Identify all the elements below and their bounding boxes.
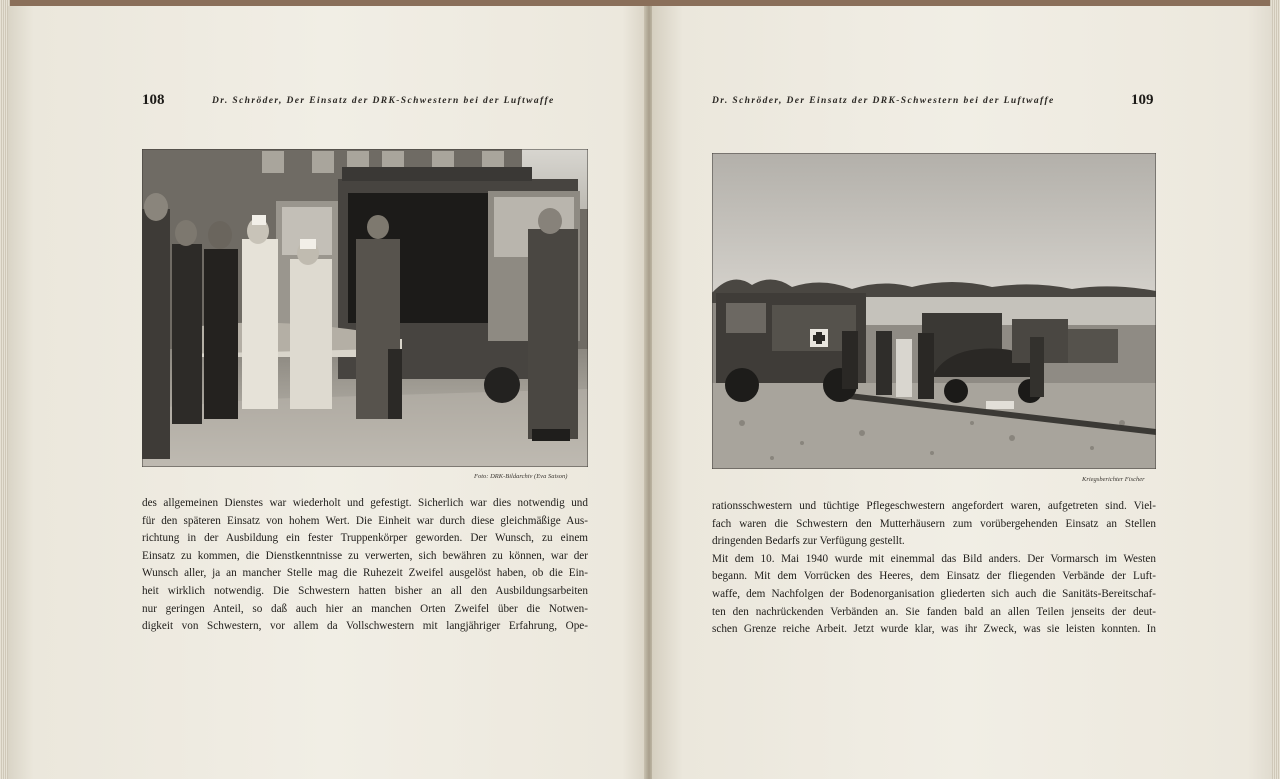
text-line: Mit dem 10. Mai 1940 wurde mit einemmal das Bild anders. Der Vormarsch im Westen	[712, 552, 1156, 565]
text-line: fach waren die Schwestern den Mutterhäusern zum vorübergehenden Einsatz an Stellen	[712, 517, 1156, 530]
text-line: ten den nachrückenden Verbänden an. Sie fanden bald an allen Teilen jenseits der deut-	[712, 605, 1156, 618]
text-line: rationsschwestern und tüchtige Pflegeschwestern angefordert waren, aufgetreten sind. Viel-	[712, 500, 1156, 512]
photo-caption-left: Foto: DRK-Bildarchiv (Eva Saison)	[474, 473, 568, 480]
text-line: Einsatz zu kommen, die Dienstkenntnisse zu verwerten, sich bewähren zu können, war der	[142, 549, 588, 562]
text-line: des allgemeinen Dienstes war wiederholt und gefestigt. Sicherlich war dies notwendig und	[142, 497, 588, 509]
body-text-left	[142, 495, 588, 636]
photo-caption-right: Kriegsberichter Fischer	[1082, 476, 1145, 483]
photo-vehicle-convoy	[712, 153, 1156, 469]
running-head-left: Dr. Schröder, Der Einsatz der DRK-Schwestern bei der Luftwaffe	[212, 96, 555, 106]
page-number-left: 108	[142, 92, 165, 108]
text-line: digkeit von Schwestern, vor allem da Vollschwestern mit langjähriger Erfahrung, Ope-	[142, 620, 588, 633]
text-line: waffe, dem Nachfolgen der Bodenorganisation gliederten sich auch die Sanitäts-Bereitschaf-	[712, 587, 1156, 600]
text-line: dringenden Bedarfs zur Verfügung gestellt.	[712, 535, 905, 548]
text-line: begann. Mit dem Vorrücken des Heeres, dem Einsatz der fliegenden Verbände der Luft-	[712, 570, 1156, 583]
text-line: Wunsch aller, ja an mancher Stelle mag die Ruhezeit Zweifel ausgelöst haben, ob die Ein-	[142, 567, 588, 580]
text-line: nur geringen Anteil, so daß auch hier an manchen Orten Zweifel über die Notwen-	[142, 602, 588, 615]
page-number-right: 109	[1131, 92, 1154, 108]
text-line: schen Grenze reiche Arbeit. Jetzt wurde klar, was ihr Zweck, was sie leisten konnten. In	[712, 623, 1156, 636]
photo-ambulance-stretcher	[142, 149, 588, 467]
text-line: heit wirklich notwendig. Die Schwestern hatten bisher an all den Ausbildungsarbeiten	[142, 584, 588, 597]
text-line: für den späteren Einsatz von hohem Wert. Die Einheit war durch diese gleichmäßige Aus-	[142, 514, 588, 527]
photo-vehicle-convoy-image	[712, 153, 1156, 469]
text-line: richtung in der Ausbildung ein fester Truppenkörper geworden. Der Wunsch, zu einem	[142, 532, 588, 545]
photo-ambulance-stretcher-image	[142, 149, 588, 467]
running-head-right: Dr. Schröder, Der Einsatz der DRK-Schwestern bei der Luftwaffe	[712, 96, 1055, 106]
body-text-right	[712, 498, 1156, 639]
